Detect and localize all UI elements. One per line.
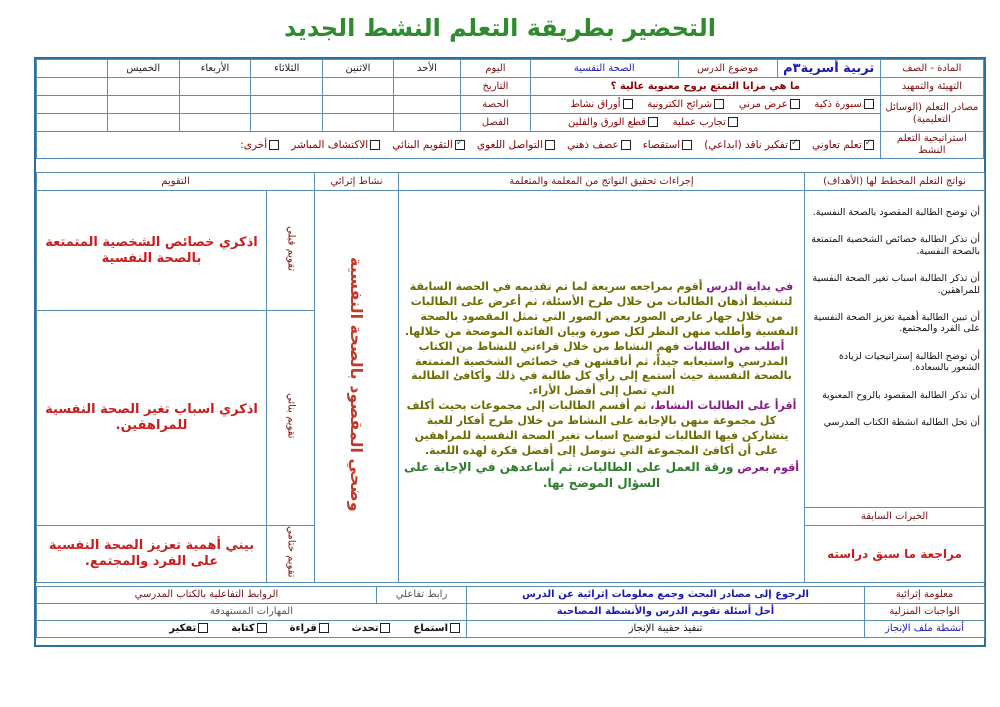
checkbox-icon[interactable] [621,140,631,150]
checkbox-checked-icon[interactable] [790,140,800,150]
day-0: الأحد [393,60,460,78]
eval-type-final: تقويم ختامي [285,526,297,578]
link-label: رابط تفاعلي [377,587,467,604]
homework-value: أحل أسئلة تقويم الدرس والأنشطة المصاحبة [467,604,865,621]
checkbox-icon[interactable] [198,623,208,633]
eval-text-pre: اذكري خصائص الشخصية المتمتعة بالصحة النفسية [37,191,267,311]
day-3: الأربعاء [179,60,251,78]
objective-item: أن تذكر الطالبة اسباب تغير الصحة النفسية للمراهقين. [812,273,981,296]
day-4: الخميس [107,60,179,78]
class-label: الفصل [461,114,531,132]
checkbox-icon[interactable] [864,99,874,109]
strategy-list: ✓تعلم تعاوني ✓تفكير ناقد (ابداعي) استقصاء عصف ذهني التواصل اللغوي ✓التقويم البنائي الاكتشاف المباشر أخرى: [37,132,881,159]
link-value: الروابط التفاعلية بالكتاب المدرسي [37,587,377,604]
main-table [36,172,985,583]
portfolio-value: تنفيذ حقيبة الإنجاز [467,621,865,638]
procedure-text: فهم النشاط من خلال قراءتي للنشاط من الكتاب المدرسي واستيعابه جيداً، ثم أناقشهن في خصائص الشخصية المتمتعة بالصحة النفسية حيث أستمع إلى رأي كل طالبة في ذلك وأكافئ الطالبة التي تصل إلى أفضل الأراء. [411,339,792,398]
procedure-text: ثم أقسم الطالبات إلى مجموعات بحيث أكلف كل مجموعة منهن بالإجابة على النشاط من خلال طرح أفكار للعبة يتشاركن فيها الطالبات لتوضيح اسباب تغير الصحة النفسية للمراهقين على أن أكافئ المجموعة التي تتوصل إلى أفضل فكرة لهذه اللعبة. [406,399,789,457]
procedure-lead: في بداية الدرس [706,280,794,294]
col-activity: نشاط إثرائي [315,173,399,191]
col-objectives: نواتج التعلم المخطط لها (الأهداف) [805,173,985,191]
col-procedures: إجراءات تحقيق النواتج من المعلمة والمتعلمة [399,173,805,191]
intro-value: ما هي مزايا التمتع بروح معنوية عالية ؟ [530,78,880,96]
skills-list: استماع تحدث قراءة كتابة تفكير [37,621,467,638]
checkbox-icon[interactable] [728,117,738,127]
checkbox-icon[interactable] [648,117,658,127]
activity-cell [315,191,399,583]
procedure-lead: أطلب من الطالبات [683,339,785,353]
eval-type-formative: تقويم بنائي [285,393,297,439]
objective-item: أن توضح الطالبة إستراتيجيات لزيادة الشعور بالسعادة. [838,350,981,374]
objective-item: أن تذكر الطالبة خصائص الشخصية المتمتعة بالصحة النفسية. [811,234,981,257]
procedure-lead: أقوم بعرض [737,460,800,474]
objective-item: أن تذكر الطالبة المقصود بالروح المعنوية [822,389,981,401]
checkbox-icon[interactable] [682,140,692,150]
checkbox-icon[interactable] [380,623,390,633]
strategy-label: استراتيجية التعلم النشط [880,132,983,159]
prior-label: الخبرات السابقة [805,508,985,526]
day-2: الثلاثاء [251,60,323,78]
procedure-text: أقوم بمراجعه سريعة لما تم تقديمه في الحصة السابقة لتنشيط أذهان الطالبات من خلال طرح الأسئلة، ثم أعرض على الطالبات من خلال جهاز عارض الصور بعض الصور التي تمثل المقصود بالصحة النفسية وأطلب منهن النظر لكل صورة وبيان الفائدة الموضحة من خلالها. [404,280,799,338]
checkbox-icon[interactable] [623,99,633,109]
eval-text-final: بيني أهمية تعزيز الصحة النفسية على الفرد والمجتمع. [37,526,267,583]
procedures-cell [399,191,805,583]
checkbox-checked-icon[interactable] [864,140,874,150]
checkbox-icon[interactable] [714,99,724,109]
eval-type-pre: تقويم قبلي [285,225,297,272]
lesson-label: موضوع الدرس [678,60,777,78]
resources-label: مصادر التعلم (الوسائل التعليمية) [880,96,983,132]
skills-label: المهارات المستهدفة [37,604,467,621]
enrich-label: معلومة إثرائية [865,587,985,604]
objective-item: أن توضح الطالبة المقصود بالصحة النفسية. [812,207,981,218]
checkbox-icon[interactable] [257,623,267,633]
objectives-cell [805,191,985,508]
subject-label: المادة - الصف [880,60,983,78]
checkbox-icon[interactable] [790,99,800,109]
col-evaluation: التقويم [37,173,315,191]
eval-text-formative: اذكري اسباب تغير الصحة النفسية للمراهقين. [37,311,267,526]
resources-row2: تجارب عملية قطع الورق والفلين [530,114,880,132]
checkbox-icon[interactable] [450,623,460,633]
activity-text: وضحي المقصود بالصحة النفسية [347,256,367,512]
checkbox-icon[interactable] [269,140,279,150]
page-title: التحضير بطريقة التعلم النشط الجديد [284,14,716,42]
footer-table [36,586,985,638]
checkbox-checked-icon[interactable] [455,140,465,150]
checkbox-icon[interactable] [370,140,380,150]
resources-row1: سبورة ذكية عرض مرني شرائح الكترونية أوراق نشاط [530,96,880,114]
period-label: الحصة [461,96,531,114]
procedure-text: ورقة العمل على الطالبات، ثم أساعدهن في الإجابة على السؤال الموضح بها. [403,459,734,491]
portfolio-label: أنشطة ملف الإنجاز [865,621,985,638]
intro-label: التهيئة والتمهيد [880,78,983,96]
prior-value: مراجعة ما سبق دراسته [805,526,985,583]
enrich-value: الرجوع إلى مصادر البحث وجمع معلومات إثرائية عن الدرس [467,587,865,604]
procedure-lead: أقرأ على الطالبات النشاط، [650,399,797,413]
day-label: اليوم [461,60,531,78]
checkbox-icon[interactable] [545,140,555,150]
objective-item: أن تبين الطالبة أهمية تعزيز الصحة النفسية على الفرد والمجتمع. [813,311,981,335]
lesson-value: الصحة النفسية [530,60,678,78]
header-table [36,59,984,159]
date-label: التاريخ [461,78,531,96]
checkbox-icon[interactable] [319,623,329,633]
day-1: الاثنين [323,60,394,78]
objective-item: أن تحل الطالبة انشطة الكتاب المدرسي [823,416,981,428]
homework-label: الواجبات المنزلية [865,604,985,621]
subject-value: تربية أسرية٣م [777,60,880,78]
